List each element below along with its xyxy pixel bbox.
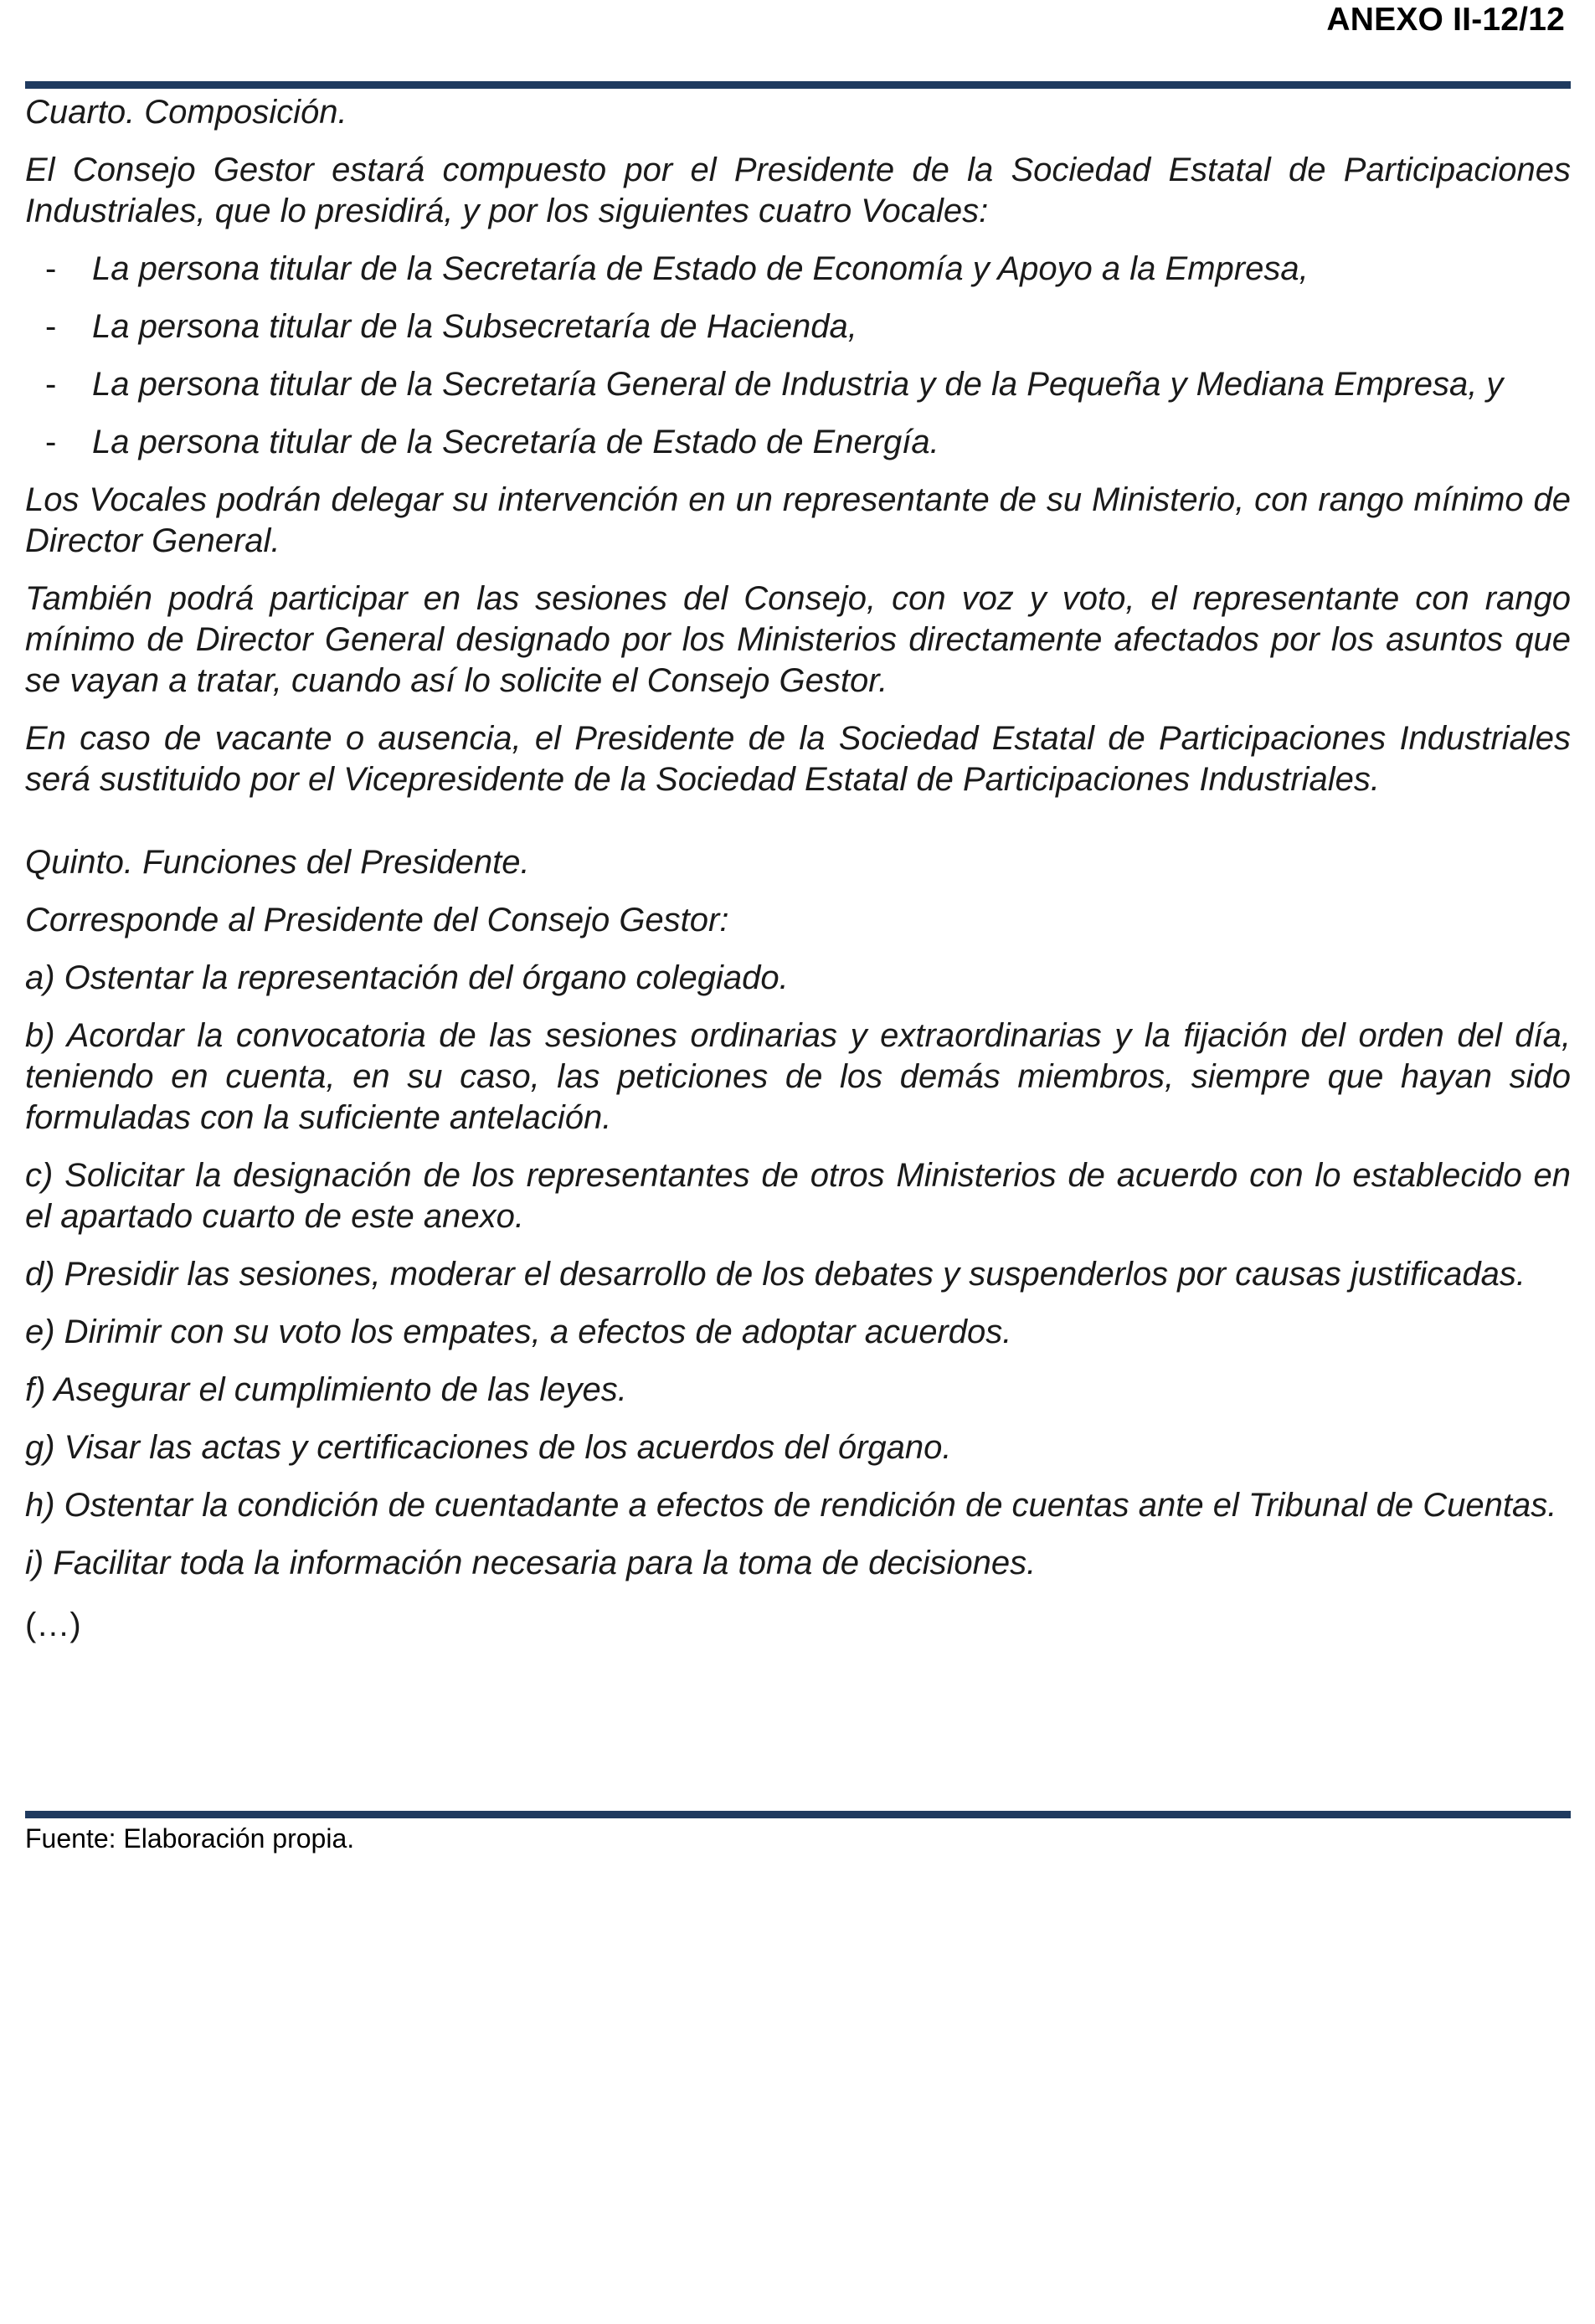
function-item: b) Acordar la convocatoria de las sesiones ordinarias y extraordinarias y la fijación del orden del día, teniendo en cuenta, en su caso, las peticiones de los demás miembros, siempre que hayan sido formuladas con la suficiente antelación. [25, 1017, 1571, 1136]
dash-bullet: - [45, 308, 57, 345]
function-item: i) Facilitar toda la información necesaria para la toma de decisiones. [25, 1545, 1037, 1581]
list-item-text: La persona titular de la Subsecretaría de Hacienda, [92, 308, 857, 345]
list-item-text: La persona titular de la Secretaría de Estado de Energía. [92, 424, 939, 460]
document-body [25, 92, 1571, 1646]
list-item [25, 364, 1571, 405]
section-quinto-title: Quinto. Funciones del Presidente. [25, 844, 530, 881]
dash-bullet: - [45, 366, 57, 403]
section-cuarto-title: Cuarto. Composición. [25, 94, 347, 131]
function-item: c) Solicitar la designación de los representantes de otros Ministerios de acuerdo con lo establecido en el apartado cuarto de este anexo. [25, 1157, 1571, 1235]
function-item: g) Visar las actas y certificaciones de los acuerdos del órgano. [25, 1429, 952, 1466]
list-item-text: La persona titular de la Secretaría General de Industria y de la Pequeña y Mediana Empresa, y [92, 366, 1504, 403]
function-item: h) Ostentar la condición de cuentadante a efectos de rendición de cuentas ante el Tribunal de Cuentas. [25, 1487, 1557, 1524]
bottom-divider [25, 1811, 1571, 1818]
paragraph-participation: También podrá participar en las sesiones del Consejo, con voz y voto, el representante con rango mínimo de Director General designado por los Ministerios directamente afectados por los asuntos que se vayan a tratar, cuando así lo solicite el Consejo Gestor. [25, 580, 1571, 699]
function-item: e) Dirimir con su voto los empates, a efectos de adoptar acuerdos. [25, 1314, 1012, 1350]
section-quinto-intro: Corresponde al Presidente del Consejo Gestor: [25, 902, 729, 938]
dash-bullet: - [45, 424, 57, 460]
section-spacer [25, 817, 1571, 842]
paragraph-substitution: En caso de vacante o ausencia, el Presidente de la Sociedad Estatal de Participaciones Industriales será sustituido por el Vicepresidente de la Sociedad Estatal de Participaciones Industriales. [25, 720, 1571, 798]
top-divider [25, 81, 1571, 89]
section-cuarto-intro: El Consejo Gestor estará compuesto por el Presidente de la Sociedad Estatal de Participaciones Industriales, que lo presidirá, y por los siguientes cuatro Vocales: [25, 152, 1571, 229]
source-note: Fuente: Elaboración propia. [25, 1823, 355, 1854]
function-item: a) Ostentar la representación del órgano colegiado. [25, 959, 789, 996]
function-item: d) Presidir las sesiones, moderar el desarrollo de los debates y suspenderlos por causas justificadas. [25, 1256, 1526, 1293]
list-item-text: La persona titular de la Secretaría de Estado de Economía y Apoyo a la Empresa, [92, 250, 1309, 287]
list-item [25, 306, 1571, 347]
dash-bullet: - [45, 250, 57, 287]
list-item [25, 422, 1571, 463]
annex-page-label: ANEXO II-12/12 [1326, 2, 1565, 38]
paragraph-delegation: Los Vocales podrán delegar su intervención en un representante de su Ministerio, con rango mínimo de Director General. [25, 481, 1571, 559]
omission-ellipsis: (…) [25, 1607, 81, 1643]
list-item [25, 249, 1571, 290]
vocales-list [25, 249, 1571, 463]
function-item: f) Asegurar el cumplimiento de las leyes. [25, 1371, 627, 1408]
